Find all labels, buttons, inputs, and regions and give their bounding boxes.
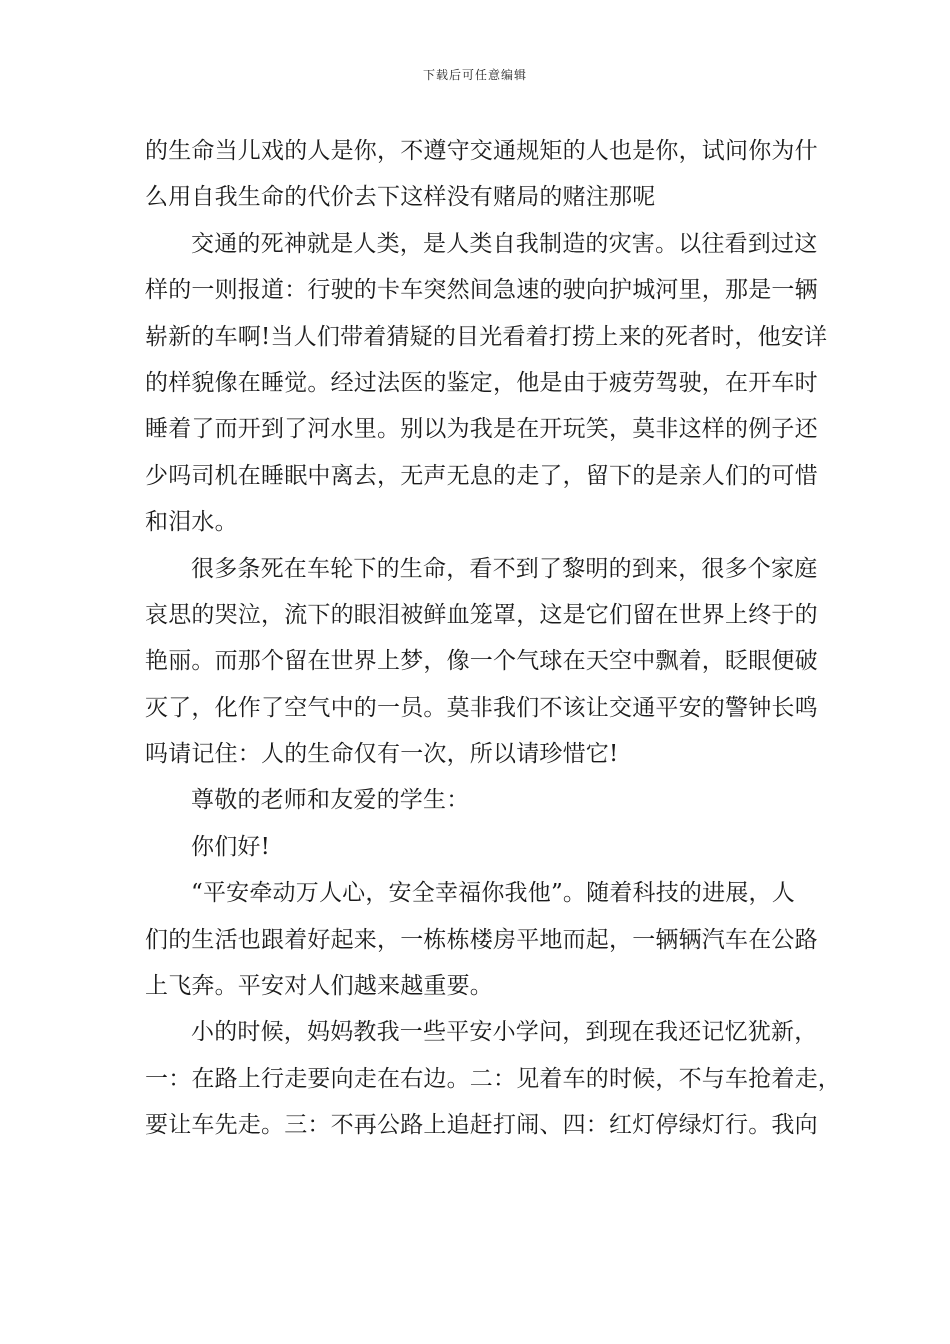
text-line: 上飞奔。平安对人们越来越重要。 [145,973,493,1000]
text-line: 们的生活也跟着好起来，一栋栋楼房平地而起，一辆辆汽车在公路 [145,926,818,953]
text-line: 很多条死在车轮下的生命，看不到了黎明的到来，很多个家庭 [191,555,818,582]
text-line: 你们好! [191,833,271,860]
text-line: 睡着了而开到了河水里。别以为我是在开玩笑，莫非这样的例子还 [145,416,818,443]
text-line: 样的一则报道：行驶的卡车突然间急速的驶向护城河里，那是一辆 [145,277,818,304]
page-header: 下载后可任意编辑 [422,68,527,82]
text-line: “平安牵动万人心，安全幸福你我他”。随着科技的进展，人 [191,880,795,907]
text-line: 要让车先走。三：不再公路上追赶打闹、四：红灯停绿灯行。我向 [145,1112,818,1139]
text-line: 和泪水。 [145,509,238,536]
text-line: 尊敬的老师和友爱的学生： [191,787,470,814]
text-line: 吗请记住：人的生命仅有一次，所以请珍惜它! [145,741,619,768]
text-line: 少吗司机在睡眠中离去，无声无息的走了，留下的是亲人们的可惜 [145,462,818,489]
text-line: 小的时候，妈妈教我一些平安小学问，到现在我还记忆犹新， [191,1019,818,1046]
text-line: 的生命当儿戏的人是你，不遵守交通规矩的人也是你，试问你为什 [145,138,818,164]
text-line: 哀思的哭泣，流下的眼泪被鲜血笼罩，这是它们留在世界上终于的 [145,601,818,628]
text-line: 的样貌像在睡觉。经过法医的鉴定，他是由于疲劳驾驶，在开车时 [145,369,818,396]
text-line: 灭了，化作了空气中的一员。莫非我们不该让交通平安的警钟长鸣 [145,694,818,721]
text-line: 交通的死神就是人类，是人类自我制造的灾害。以往看到过这 [191,230,818,257]
document-body [145,128,841,1149]
text-line: 崭新的车啊!当人们带着猜疑的目光看着打捞上来的死者时，他安详 [145,323,828,350]
text-line: 艳丽。而那个留在世界上梦，像一个气球在天空中飘着，眨眼便破 [145,648,818,675]
text-line: 么用自我生命的代价去下这样没有赌局的赌注那呢 [145,184,656,211]
text-line: 一：在路上行走要向走在右边。二：见着车的时候，不与车抢着走， [145,1065,841,1092]
